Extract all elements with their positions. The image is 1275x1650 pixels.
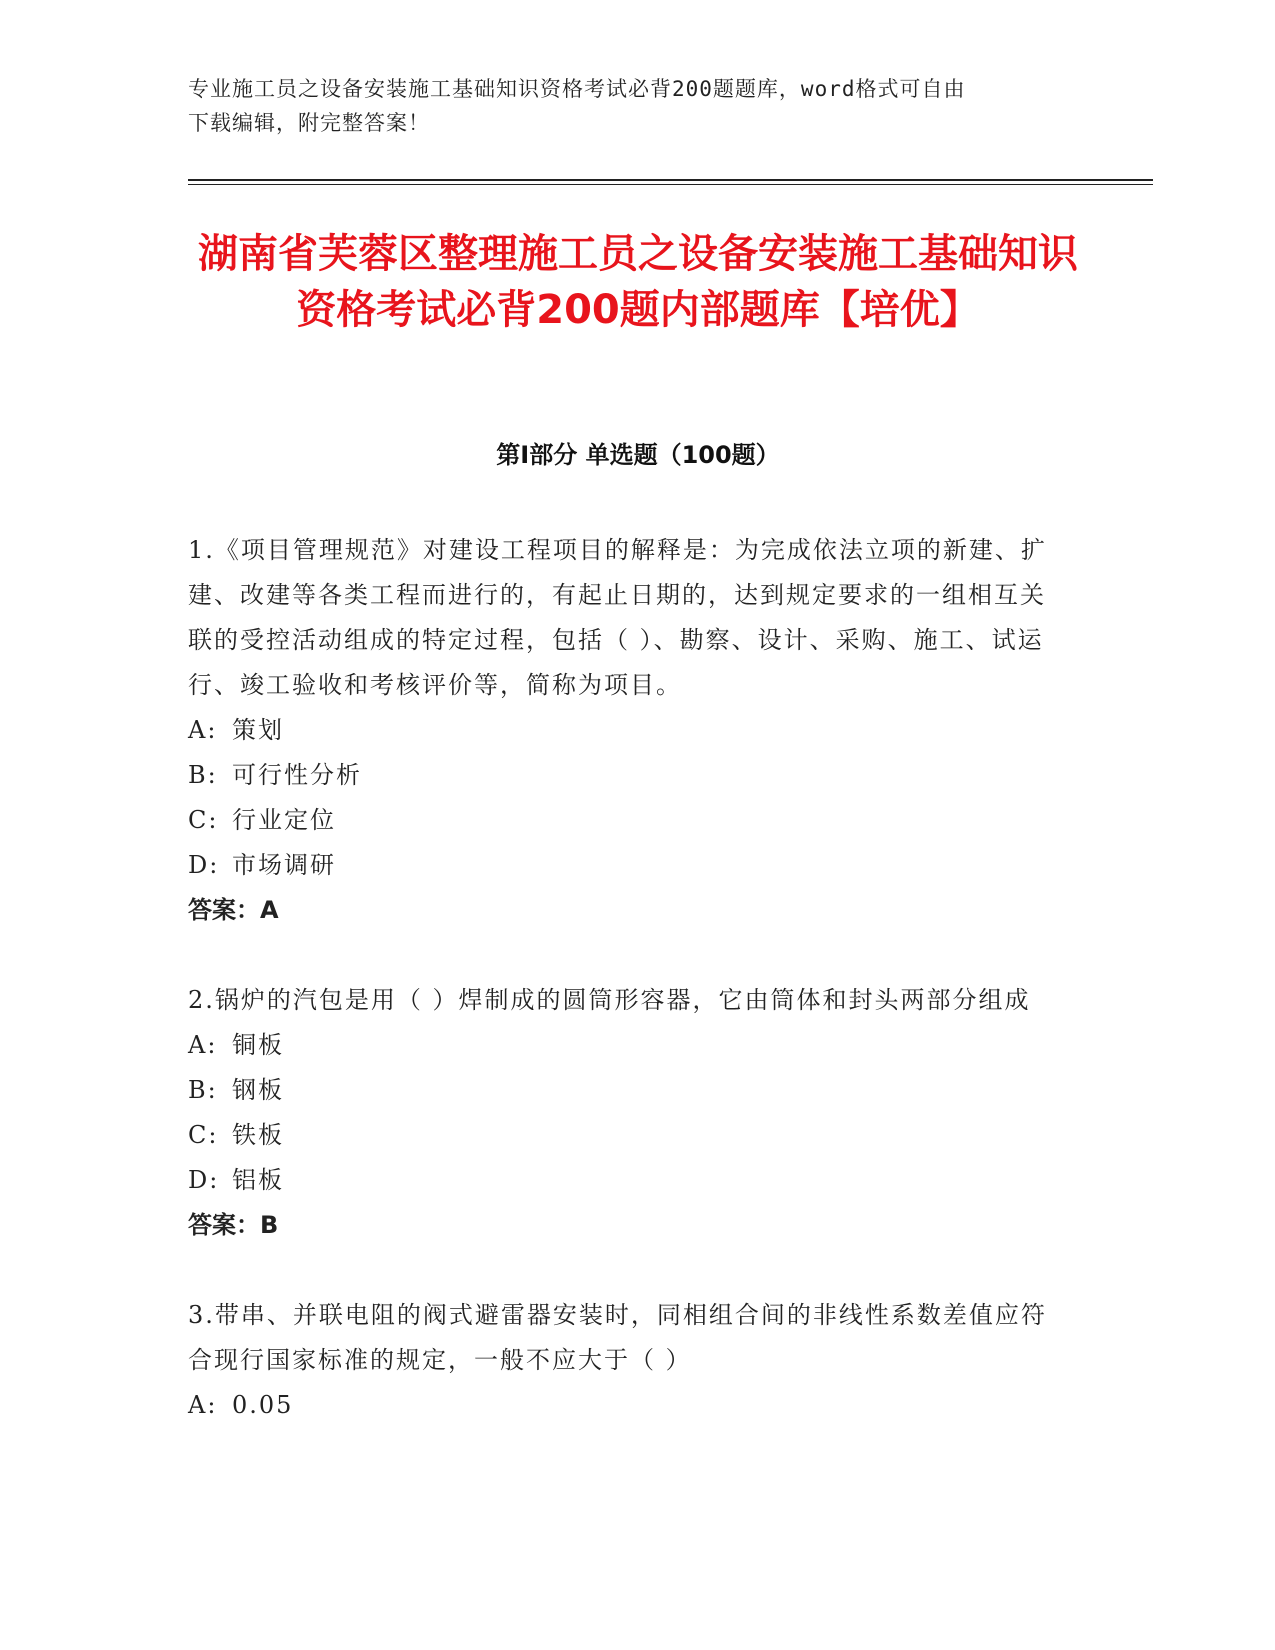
option-letter: B: (188, 761, 218, 789)
option-a (188, 708, 1068, 753)
document-header (188, 72, 1088, 140)
question-text: 3.带串、并联电阻的阀式避雷器安装时，同相组合间的非线性系数差值应符合现行国家标准的规定，一般不应大于（ ） (188, 1301, 1047, 1374)
option-text: 可行性分析 (232, 761, 362, 789)
answer-line: 答案：B (188, 1211, 279, 1239)
option-text: 钢板 (232, 1076, 284, 1104)
answer-line: 答案：A (188, 896, 279, 924)
section-heading: 第I部分 单选题（100题） (496, 441, 780, 469)
option-letter: C: (188, 1121, 219, 1149)
option-letter: A: (188, 1391, 218, 1419)
option-text: 铁板 (232, 1121, 284, 1149)
option-letter: D: (188, 1166, 220, 1194)
option-text: 行业定位 (232, 806, 336, 834)
option-c (188, 798, 1068, 843)
header-line-1: 专业施工员之设备安装施工基础知识资格考试必背200题题库，word格式可自由 (188, 77, 966, 101)
option-text: 铜板 (232, 1031, 284, 1059)
option-letter: A: (188, 1031, 218, 1059)
option-b (188, 1068, 1068, 1113)
header-rule-thin (188, 184, 1153, 185)
option-letter: B: (188, 1076, 218, 1104)
option-a (188, 1023, 1068, 1068)
option-c (188, 1113, 1068, 1158)
option-text: 市场调研 (232, 851, 336, 879)
option-d (188, 1158, 1068, 1203)
question-2 (188, 978, 1068, 1248)
option-letter: A: (188, 716, 218, 744)
option-d (188, 843, 1068, 888)
question-text: 1.《项目管理规范》对建设工程项目的解释是：为完成依法立项的新建、扩建、改建等各类工程而进行的，有起止日期的，达到规定要求的一组相互关联的受控活动组成的特定过程，包括（ ）、勘察、设计、采购、施工、试运行、竣工验收和考核评价等，简称为项目。 (188, 536, 1047, 699)
question-text: 2.锅炉的汽包是用（ ）焊制成的圆筒形容器，它由筒体和封头两部分组成 (188, 986, 1031, 1014)
option-a (188, 1383, 1068, 1428)
header-line-2: 下载编辑，附完整答案！ (188, 111, 430, 135)
question-list (188, 528, 1068, 1473)
question-3 (188, 1293, 1068, 1428)
option-text: 铝板 (232, 1166, 284, 1194)
option-text: 策划 (232, 716, 284, 744)
option-b (188, 753, 1068, 798)
header-rule-thick (188, 179, 1153, 181)
option-letter: C: (188, 806, 219, 834)
option-letter: D: (188, 851, 220, 879)
document-title: 湖南省芙蓉区整理施工员之设备安装施工基础知识资格考试必背200题内部题库【培优】 (198, 231, 1078, 333)
question-1 (188, 528, 1068, 933)
option-text: 0.05 (232, 1391, 294, 1419)
